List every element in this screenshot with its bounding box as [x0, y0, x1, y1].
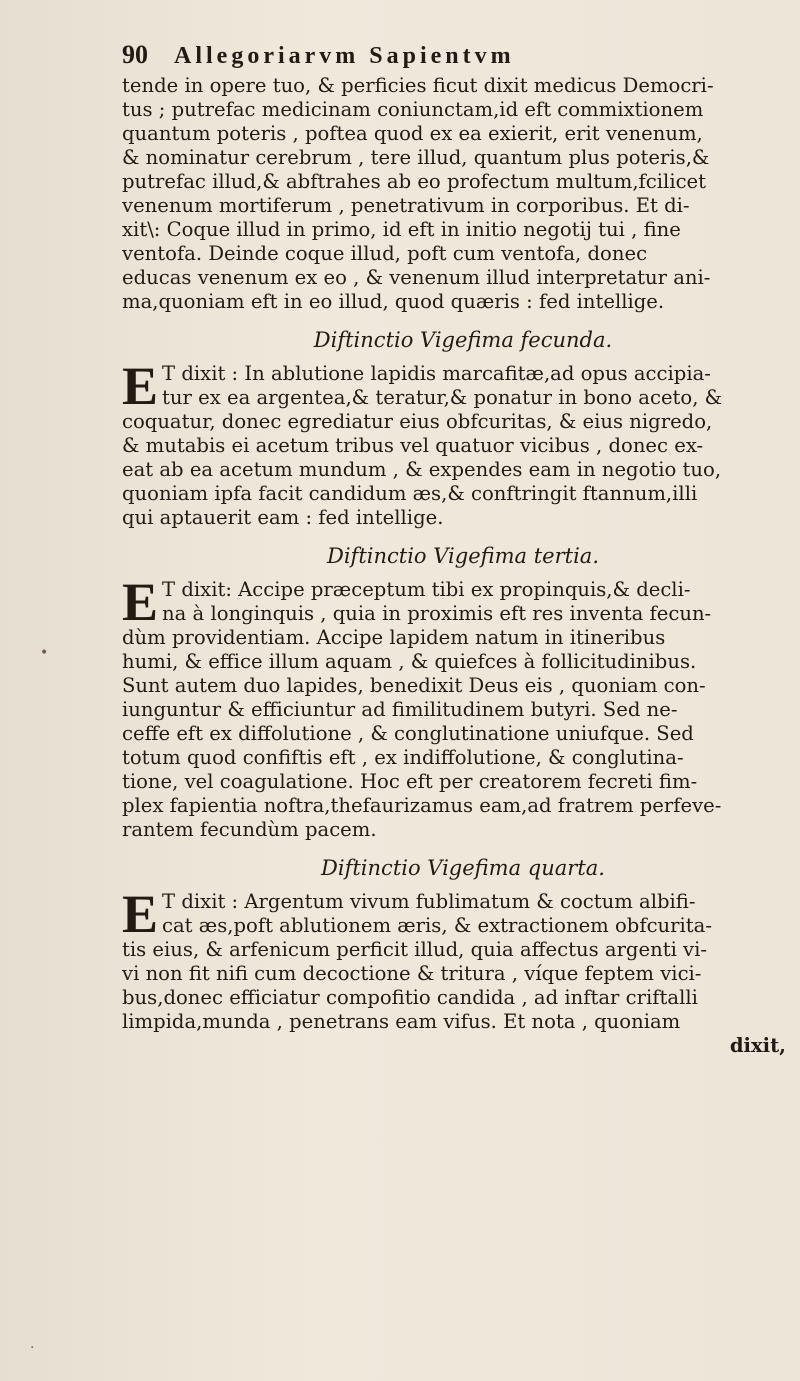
text-line: rantem fecundùm pacem. [122, 818, 377, 841]
text-line: cat æs,poft ablutionem æris, & extractionem obfcurita- [162, 914, 712, 937]
margin-mark: · [30, 1340, 35, 1356]
section-paragraph [122, 884, 794, 1034]
text-line: ma,quoniam eft in eo illud, quod quæris : fed intellige. [122, 290, 665, 313]
text-line: eat ab ea acetum mundum , & expendes eam in negotio tuo, [122, 458, 722, 481]
text-line: ceffe eft ex diffolutione , & conglutinatione uniufque. Sed [122, 722, 694, 745]
intro-paragraph [122, 74, 794, 314]
text-line: xit\: Coque illud in primo, id eft in initio negotij tui , fine [122, 218, 681, 241]
text-line: humi, & effice illum aquam , & quiefces à follicitudinibus. [122, 650, 697, 673]
running-title: Allegoriarvm Sapientvm [174, 43, 515, 69]
text-line: vi non fit nifi cum decoctione & tritura , víque feptem vici- [122, 962, 702, 985]
text-line: & nominatur cerebrum , tere illud, quantum plus poteris,& [122, 146, 710, 169]
text-line: na à longinquis , quia in proximis eft res inventa fecun- [162, 602, 712, 625]
drop-cap: E [122, 884, 159, 944]
text-line: educas venenum ex eo , & venenum illud interpretatur ani- [122, 266, 711, 289]
text-line: putrefac illud,& abftrahes ab eo profectum multum,fcilicet [122, 170, 707, 193]
text-line: dùm providentiam. Accipe lapidem natum in itineribus [122, 626, 666, 649]
text-line: & mutabis ei acetum tribus vel quatuor vicibus , donec ex- [122, 434, 704, 457]
text-line: T dixit : In ablutione lapidis marcafitæ,ad opus accipia- [162, 362, 711, 385]
text-line: tis eius, & arfenicum perficit illud, quia affectus argenti vi- [122, 938, 708, 961]
text-line: limpida,munda , penetrans eam vifus. Et nota , quoniam [122, 1010, 681, 1033]
section-paragraph [122, 356, 794, 530]
text-line: quoniam ipfa facit candidum æs,& conftringit ftannum,illi [122, 482, 698, 505]
section-heading: Diftinctio Vigefima fecunda. [313, 328, 613, 352]
text-line: plex fapientia noftra,thefaurizamus eam,ad fratrem perfeve- [122, 794, 722, 817]
drop-cap: E [122, 572, 159, 632]
page-header [122, 40, 792, 72]
drop-cap: E [122, 356, 159, 416]
section-paragraph [122, 572, 794, 842]
text-line: venenum mortiferum , penetrativum in corporibus. Et di- [122, 194, 690, 217]
text-line: tur ex ea argentea,& teratur,& ponatur in bono aceto, & [162, 386, 723, 409]
text-line: qui aptauerit eam : fed intellige. [122, 506, 444, 529]
catchword: dixit, [729, 1034, 786, 1057]
text-line: coquatur, donec egrediatur eius obfcuritas, & eius nigredo, [122, 410, 713, 433]
text-line: totum quod confiftis eft , ex indiffolutione, & conglutina- [122, 746, 684, 769]
text-line: tione, vel coagulatione. Hoc eft per creatorem fecreti fim- [122, 770, 698, 793]
text-block [122, 74, 794, 1058]
margin-mark: • [40, 645, 49, 661]
text-line: tende in opere tuo, & perficies ficut dixit medicus Democri- [122, 74, 714, 97]
text-line: Sunt autem duo lapides, benedixit Deus eis , quoniam con- [122, 674, 706, 697]
text-line: iunguntur & efficiuntur ad fimilitudinem butyri. Sed ne- [122, 698, 678, 721]
text-line: T dixit : Argentum vivum fublimatum & coctum albifi- [162, 890, 696, 913]
page-number: 90 [122, 40, 148, 69]
text-line: ventofa. Deinde coque illud, poft cum ventofa, donec [122, 242, 648, 265]
text-line: bus,donec efficiatur compofitio candida , ad inftar criftalli [122, 986, 698, 1009]
text-line: T dixit: Accipe præceptum tibi ex propinquis,& decli- [162, 578, 691, 601]
section-heading: Diftinctio Vigefima quarta. [321, 856, 605, 880]
text-line: tus ; putrefac medicinam coniunctam,id eft commixtionem [122, 98, 704, 121]
section-heading: Diftinctio Vigefima tertia. [327, 544, 599, 568]
text-line: quantum poteris , poftea quod ex ea exierit, erit venenum, [122, 122, 703, 145]
